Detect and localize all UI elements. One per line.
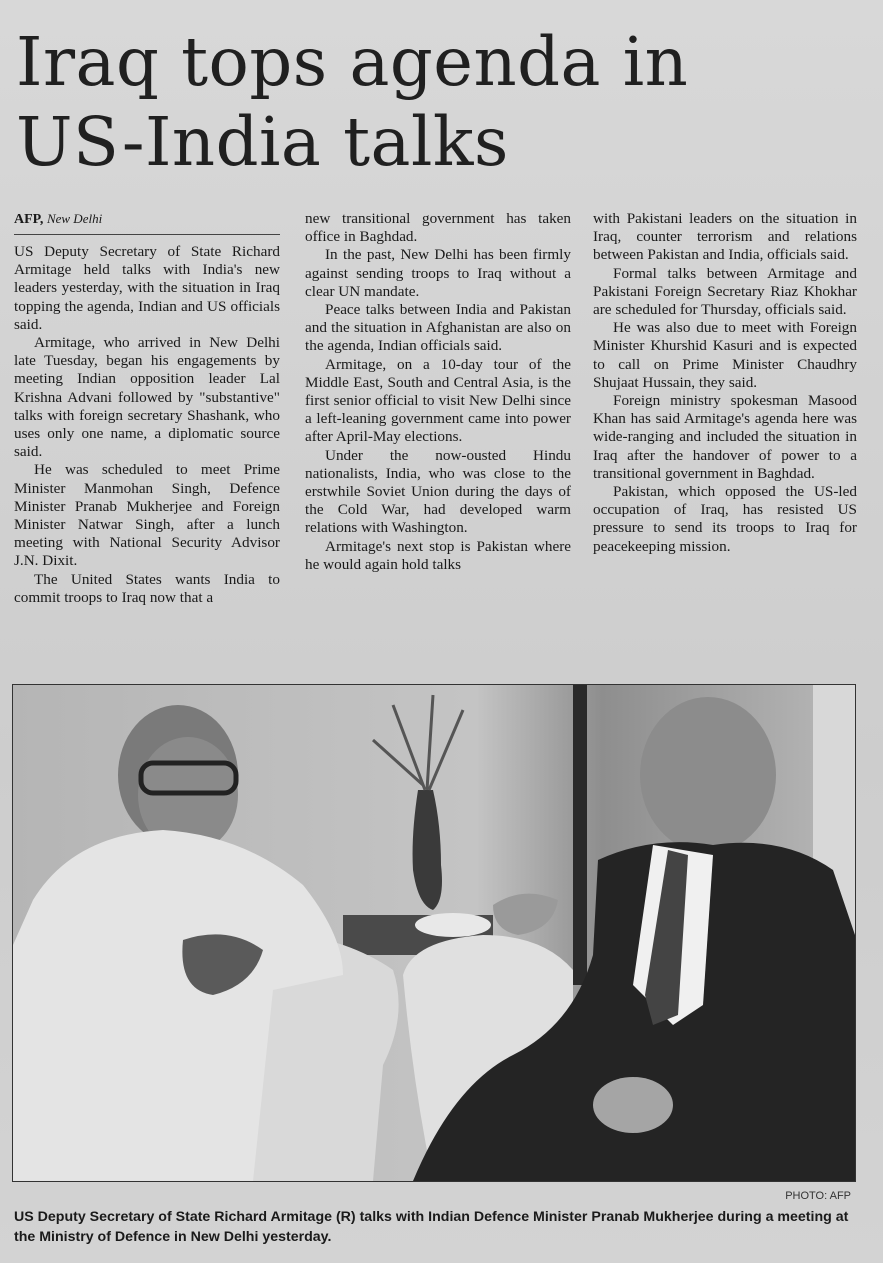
paragraph: with Pakistani leaders on the situation in Iraq, counter terrorism and relations between Pakistan and India, officials said. — [593, 210, 857, 264]
paragraph: Under the now-ousted Hindu nationalists, India, who was close to the erstwhile Soviet Union during the days of the Cold War, had developed warm relations with Washington. — [305, 446, 571, 537]
paragraph: Armitage's next stop is Pakistan where he would again hold talks — [305, 537, 571, 573]
article-column-3 — [593, 210, 857, 556]
byline — [14, 210, 280, 235]
article-column-2 — [305, 210, 571, 574]
paragraph: Foreign ministry spokesman Masood Khan has said Armitage's agenda here was wide-ranging and included the situation in Iraq after the handover of power to a transitional government in Baghdad. — [593, 392, 857, 482]
paragraph: Armitage, on a 10-day tour of the Middle East, South and Central Asia, is the first senior official to visit New Delhi since a left-leaning government came into power after April-May elections. — [305, 355, 571, 446]
photo-credit: PHOTO: AFP — [785, 1190, 851, 1202]
paragraph: He was also due to meet with Foreign Minister Khurshid Kasuri and is expected to call on Prime Minister Chaudhry Shujaat Hussain, they said. — [593, 319, 857, 391]
news-photo — [12, 684, 856, 1182]
paragraph: Formal talks between Armitage and Pakistani Foreign Secretary Riaz Khokhar are scheduled for Thursday, officials said. — [593, 264, 857, 319]
photo-illustration — [13, 685, 855, 1181]
paragraph: Pakistan, which opposed the US-led occupation of Iraq, has resisted US pressure to send its troops to Iraq for peacekeeping mission. — [593, 483, 857, 555]
article-column-1 — [14, 210, 280, 607]
headline-line-1: Iraq tops agenda in — [16, 23, 689, 101]
paragraph: The United States wants India to commit troops to Iraq now that a — [14, 570, 280, 606]
headline-line-2: US-India talks — [16, 103, 509, 181]
paragraph: Armitage, who arrived in New Delhi late Tuesday, began his engagements by meeting Indian opposition leader Lal Krishna Advani followed by "substantive" talks with foreign secretary Shashank, who uses only one name, a diplomatic source said. — [14, 334, 280, 461]
paragraph: new transitional government has taken office in Baghdad. — [305, 210, 571, 246]
byline-agency: AFP, — [14, 212, 44, 227]
photo-caption: US Deputy Secretary of State Richard Armitage (R) talks with Indian Defence Minister Pranab Mukherjee during a meeting at the Ministry of Defence in New Delhi yesterday. — [14, 1209, 849, 1245]
byline-place: New Delhi — [46, 211, 103, 226]
headline — [16, 22, 866, 182]
paragraph: US Deputy Secretary of State Richard Armitage held talks with India's new leaders yesterday, with the situation in Iraq topping the agenda, Indian and US officials said. — [14, 243, 280, 333]
paragraph: He was scheduled to meet Prime Minister Manmohan Singh, Defence Minister Pranab Mukherjee and Foreign Minister Natwar Singh, after a lunch meeting with National Security Advisor J.N. Dixit. — [14, 461, 280, 570]
paragraph: Peace talks between India and Pakistan and the situation in Afghanistan are also on the agenda, Indian officials said. — [305, 301, 571, 355]
paragraph: In the past, New Delhi has been firmly against sending troops to Iraq without a clear UN mandate. — [305, 246, 571, 300]
